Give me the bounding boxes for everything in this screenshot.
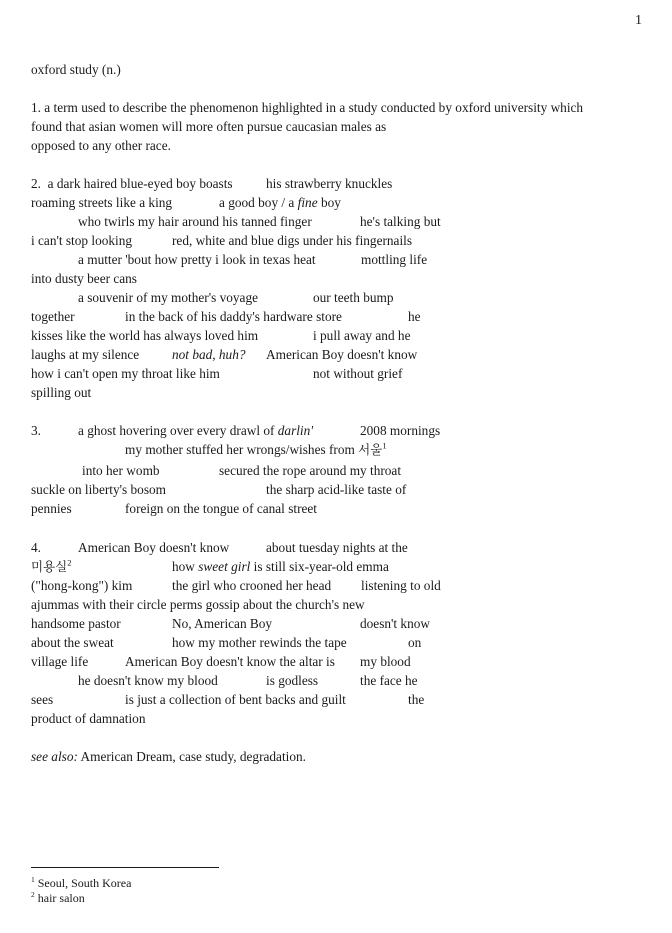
footnote-rule xyxy=(31,867,219,868)
def3-number: 3. xyxy=(31,423,41,438)
def3-fragment: a ghost hovering over every drawl of darlin' xyxy=(78,423,314,438)
def1-line: 1. a term used to describe the phenomenon highlighted in a study conducted by oxford university which xyxy=(31,100,584,115)
def2-fragment: not bad, huh? xyxy=(172,347,246,362)
page-number: 1 xyxy=(635,13,642,28)
def4-fragment: ("hong-kong") kim xyxy=(31,578,133,593)
def2-fragment: a souvenir of my mother's voyage xyxy=(78,290,259,305)
def2-fragment: a mutter 'bout how pretty i look in texas heat xyxy=(78,252,316,267)
def4-fragment: listening to old xyxy=(361,578,441,593)
def4-fragment: is just a collection of bent backs and guilt xyxy=(125,692,346,707)
footnote-2: $^2$ hair salon xyxy=(31,890,85,905)
see-also-label: see also: xyxy=(31,749,78,764)
def2-fragment: he xyxy=(408,309,421,324)
def2-fragment: how i can't open my throat like him xyxy=(31,366,220,381)
def4-fragment: on xyxy=(408,635,422,650)
def4-fragment: handsome pastor xyxy=(31,616,121,631)
footnote-ref: 2 xyxy=(67,557,72,568)
def3-fragment: into her womb xyxy=(82,463,160,478)
def2-fragment: mottling life xyxy=(361,252,428,267)
def4-fragment: is godless xyxy=(266,673,319,688)
def3-fragment: my mother stuffed her wrongs/wishes from 서울$^1$ xyxy=(125,440,387,457)
def4-fragment: about tuesday nights at the xyxy=(266,540,408,555)
korean-word-seoul: 서울 xyxy=(358,442,383,457)
def2-fragment: kisses like the world has always loved him xyxy=(31,328,259,343)
def4-fragment: village life xyxy=(31,654,89,669)
def4-fragment: how sweet girl is still six-year-old emma xyxy=(172,559,389,574)
def1-line: found that asian women will more often pursue caucasian males as xyxy=(31,119,387,134)
def4-fragment: ajummas with their circle perms gossip about the church's new xyxy=(31,597,365,612)
def2-fragment: who twirls my hair around his tanned finger xyxy=(78,214,312,229)
see-also-line: see also: American Dream, case study, degradation. xyxy=(31,749,306,764)
def4-fragment: how my mother rewinds the tape xyxy=(172,635,347,650)
def3-fragment: 2008 mornings xyxy=(360,423,441,438)
def2-fragment: American Boy doesn't know xyxy=(266,347,418,362)
def2-fragment: i can't stop looking xyxy=(31,233,133,248)
def4-fragment: my blood xyxy=(360,654,411,669)
def4-fragment: American Boy doesn't know xyxy=(78,540,230,555)
def2-fragment: red, white and blue digs under his fingernails xyxy=(172,233,413,248)
def2-fragment: together xyxy=(31,309,75,324)
def4-fragment: American Boy doesn't know the altar is xyxy=(125,654,335,669)
def4-fragment: sees xyxy=(31,692,54,707)
def2-fragment: i pull away and he xyxy=(313,328,411,343)
def2-fragment: he's talking but xyxy=(360,214,441,229)
def4-number: 4. xyxy=(31,540,41,555)
def4-fragment: he doesn't know my blood xyxy=(78,673,218,688)
def2-fragment: his strawberry knuckles xyxy=(266,176,393,191)
def2-fragment: in the back of his daddy's hardware store xyxy=(125,309,342,324)
def3-fragment: suckle on liberty's bosom xyxy=(31,482,166,497)
def4-fragment: doesn't know xyxy=(360,616,430,631)
def4-fragment: about the sweat xyxy=(31,635,114,650)
korean-word-hair-salon: 미용실 xyxy=(31,559,68,574)
def2-fragment: into dusty beer cans xyxy=(31,271,137,286)
def2-fragment: our teeth bump xyxy=(313,290,394,305)
def2-fragment: not without grief xyxy=(313,366,403,381)
def3-fragment: secured the rope around my throat xyxy=(219,463,402,478)
def4-fragment: the xyxy=(408,692,425,707)
def1-line: opposed to any other race. xyxy=(31,138,171,153)
def2-fragment: a good boy / a fine boy xyxy=(219,195,341,210)
footnote-1: $^1$ Seoul, South Korea xyxy=(31,875,132,890)
def4-fragment xyxy=(31,557,71,576)
def2-fragment: 2. a dark haired blue-eyed boy boasts xyxy=(31,176,233,191)
footnote-ref: 1 xyxy=(382,440,387,451)
def4-fragment: No, American Boy xyxy=(172,616,273,631)
def3-fragment: pennies xyxy=(31,501,72,516)
entry-heading: oxford study (n.) xyxy=(31,62,121,77)
def2-fragment: laughs at my silence xyxy=(31,347,140,362)
def4-fragment: product of damnation xyxy=(31,711,146,726)
def4-fragment: the girl who crooned her head xyxy=(172,578,332,593)
def2-fragment: roaming streets like a king xyxy=(31,195,173,210)
def2-fragment: spilling out xyxy=(31,385,92,400)
def3-fragment: foreign on the tongue of canal street xyxy=(125,501,317,516)
def3-fragment: the sharp acid-like taste of xyxy=(266,482,407,497)
def4-fragment: the face he xyxy=(360,673,418,688)
